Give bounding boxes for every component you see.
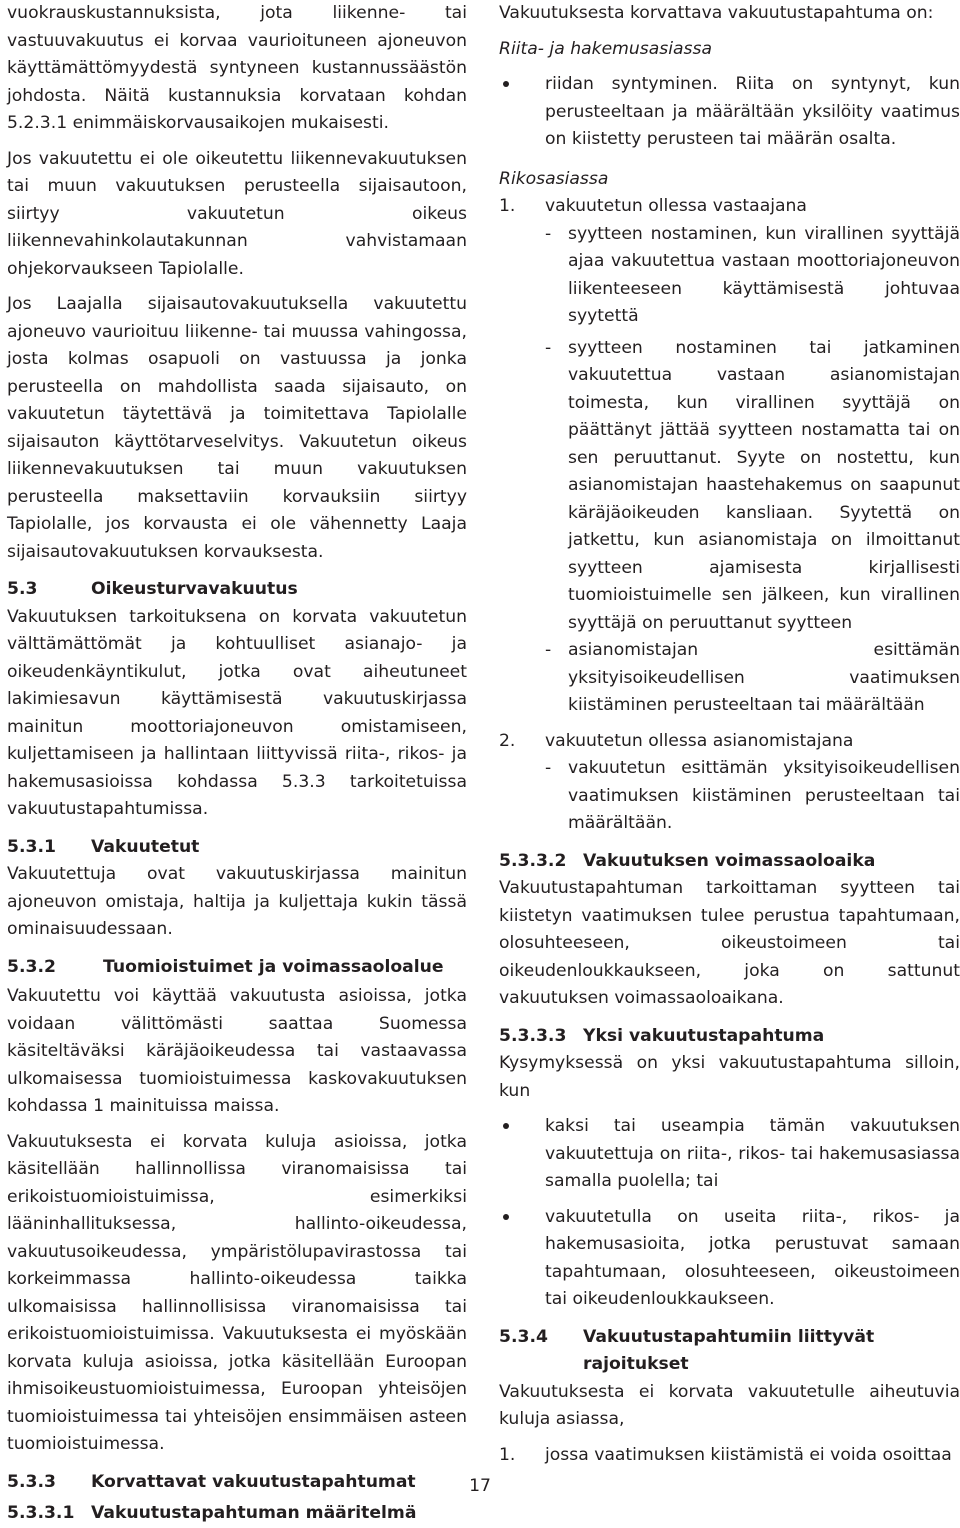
list-item: 1. jossa vaatimuksen kiistämistä ei voida osoittaa: [499, 1442, 960, 1470]
section-number: 5.3.2: [7, 956, 56, 977]
paragraph: Vakuutuksen tarkoituksena on korvata vakuutetun välttämättömät ja kohtuulliset asianajo- ja oikeudenkäyntikulut, jotka ovat aiheutuneet lakimiesavun käyttämisestä vakuutuskirjassa mainitun moottoriajoneuvon omistamiseen, kuljettamiseen ja hallintaan liittyvissä riita-, rikos- ja hakemusasioissa kohdassa 5.3.3 tarkoitetuissa vakuutustapahtumissa.: [7, 606, 467, 819]
section-title: Vakuutetut: [91, 836, 200, 857]
list-item: 1. vakuutetun ollessa vastaajana: [499, 193, 960, 221]
paragraph: Vakuutuksesta ei korvata vakuutetulle aiheutuvia kuluja asiassa,: [499, 1381, 960, 1429]
list-item: riidan syntyminen. Riita on syntynyt, kun perusteeltaan ja määrältään yksilöity vaatimus on kiistetty perusteen tai määrän osalta.: [499, 71, 960, 154]
bullet-icon: [499, 1204, 545, 1314]
section-title: Vakuutustapahtumiin liittyvät rajoitukset: [583, 1326, 875, 1374]
section-number: 5.3.4: [499, 1326, 548, 1347]
page-number: 17: [469, 1476, 491, 1496]
list-item: - vakuutetun esittämän yksityisoikeudellisen vaatimuksen kiistäminen perusteeltaan tai määrältään.: [545, 755, 960, 838]
list-item: vakuutetulla on useita riita-, rikos- ja hakemusasioita, jotka perustuvat samaan tapahtumaan, olosuhteeseen, oikeustoimeen tai oikeudenloukkaukseen.: [499, 1204, 960, 1314]
section-title: Oikeusturvavakuutus: [91, 579, 298, 599]
paragraph: Vakuutustapahtuman tarkoittaman syytteen tai kiistetyn vaatimuksen tulee perustua tapahtumaan, olosuhteeseen, oikeustoimeen tai oikeudenloukkaukseen, joka on sattunut vakuutuksen voimassaoloaikana.: [499, 878, 960, 1008]
paragraph: Jos vakuutettu ei ole oikeutettu liikennevakuutuksen tai muun vakuutuksen perusteella sijaisautoon, siirtyy vakuutetun oikeus liikennevahinkolautakunnan vahvistamaan ohjekorvaukseen Tapiolalle.: [7, 148, 467, 279]
section-heading-5-3-2: [7, 954, 467, 982]
right-column: [499, 0, 960, 1469]
section-number: 5.3.3.2: [499, 850, 567, 871]
subheading: Rikosasiassa: [499, 168, 609, 189]
paragraph: Jos Laajalla sijaisautovakuutuksella vakuutettu ajoneuvo vaurioituu liikenne- tai muussa vahingossa, josta kolmas osapuoli on vastuussa ja jonka perusteella on mahdollista saada sijaisauto, on vakuutetun täytettävä ja toimitettava Tapiolalle sijaisauton käyttötarveselvitys. Vakuutetun oikeus liikennevakuutuksen tai muun vakuutuksen perusteella maksettaviin korvauksiin siirtyy Tapiolalle, jos korvausta ei ole vähennetty Laaja sijaisautovakuutuksen korvauksesta.: [7, 294, 467, 562]
section-heading-5-3: [7, 576, 467, 604]
paragraph: vuokrauskustannuksista, jota liikenne- tai vastuuvakuutus ei korvaa vaurioituneen ajoneuvon käyttämättömyydestä syntyneen kustannussäästön johdosta. Näitä kustannuksia korvataan kohdan 5.2.3.1 enimmäiskorvausaikojen mukaisesti.: [7, 3, 467, 133]
list-number: 1.: [499, 1444, 516, 1465]
dash-marker: -: [545, 337, 552, 358]
section-heading-5-3-4: [499, 1324, 960, 1379]
dash-marker: -: [545, 223, 552, 244]
paragraph: Vakuutettuja ovat vakuutuskirjassa mainitun ajoneuvon omistaja, haltija ja kuljettaja kukin tässä ominaisuudessaan.: [7, 864, 467, 939]
section-number: 5.3.3.3: [499, 1025, 567, 1046]
list-item: - syytteen nostaminen, kun virallinen syyttäjä ajaa vakuutettua vastaan moottoriajoneuvon liikenteeseen käyttämisestä johtuvaa syytettä: [545, 221, 960, 331]
section-title: Yksi vakuutustapahtuma: [583, 1025, 825, 1046]
paragraph: Vakuutettu voi käyttää vakuutusta asioissa, jotka voidaan välittömästi saattaa Suomessa käsiteltäväksi käräjäoikeudessa tai vastaavassa ulkomaisessa tuomioistuimessa kaskovakuutuksen kohdassa 1 mainituissa maissa.: [7, 986, 467, 1116]
list-number: 1.: [499, 196, 516, 216]
section-heading-5-3-3-1: [7, 1500, 467, 1528]
section-number: 5.3.1: [7, 836, 56, 857]
paragraph: Vakuutuksesta korvattava vakuutustapahtuma on:: [499, 3, 934, 23]
dash-marker: -: [545, 640, 552, 660]
dash-marker: -: [545, 758, 552, 778]
section-number: 5.3: [7, 579, 38, 599]
list-item: 2. vakuutetun ollessa asianomistajana: [499, 728, 960, 756]
subheading: Riita- ja hakemusasiassa: [499, 38, 712, 59]
section-number: 5.3.3: [7, 1471, 56, 1492]
paragraph: Vakuutuksesta ei korvata kuluja asioissa, jotka käsitellään hallinnollissa viranomaisissa tai erikoistuomioistuimissa, esimerkiksi lääninhallituksessa, hallinto-oikeudessa, vakuutusoikeudessa, ympäristölupavirastossa tai korkeimmassa hallinto-oikeudessa taikka ulkomaisissa hallinnollisissa viranomaisissa tai erikoistuomioistuimissa. Vakuutuksesta ei myöskään korvata kuluja asioissa, jotka käsitellään Euroopan ihmisoikeustuomioistuimessa, Euroopan yhteisöjen tuomioistuimessa tai yhteisöjen ensimmäisen asteen tuomioistuimessa.: [7, 1131, 467, 1454]
paragraph: Kysymyksessä on yksi vakuutustapahtuma silloin, kun: [499, 1053, 960, 1101]
section-title: Korvattavat vakuutustapahtumat: [91, 1471, 416, 1492]
list-item: - syytteen nostaminen tai jatkaminen vakuutettua vastaan asianomistajan toimesta, kun virallinen syyttäjä on päättänyt jättää syytteen nostamatta tai on sen peruuttanut. Syyte on nostettu, kun asianomistajan haastehakemus on saapunut käräjäoikeuden kansliaan. Syytettä on jatkettu, kun asianomistaja on ilmoittanut syytteen ajamisesta kirjallisesti tuomioistuimelle sen jälkeen, kun virallinen syyttäjä on peruuttanut syytteen: [545, 335, 960, 638]
bullet-icon: [499, 71, 545, 154]
list-number: 2.: [499, 730, 516, 751]
section-heading-5-3-3-3: [499, 1023, 960, 1051]
section-heading-5-3-3-2: [499, 848, 960, 876]
section-heading-5-3-1: [7, 834, 467, 862]
list-item: - asianomistajan esittämän yksityisoikeudellisen vaatimuksen kiistäminen perusteeltaan tai määrältään: [545, 637, 960, 720]
section-title: Tuomioistuimet ja voimassaoloalue: [103, 956, 444, 977]
section-title: Vakuutustapahtuman määritelmä: [91, 1503, 417, 1523]
left-column: [7, 0, 467, 1528]
list-item: kaksi tai useampia tämän vakuutuksen vakuutettuja on riita-, rikos- tai hakemusasiassa samalla puolella; tai: [499, 1113, 960, 1196]
section-number: 5.3.3.1: [7, 1503, 75, 1523]
bullet-icon: [499, 1113, 545, 1196]
section-title: Vakuutuksen voimassaoloaika: [583, 850, 876, 871]
